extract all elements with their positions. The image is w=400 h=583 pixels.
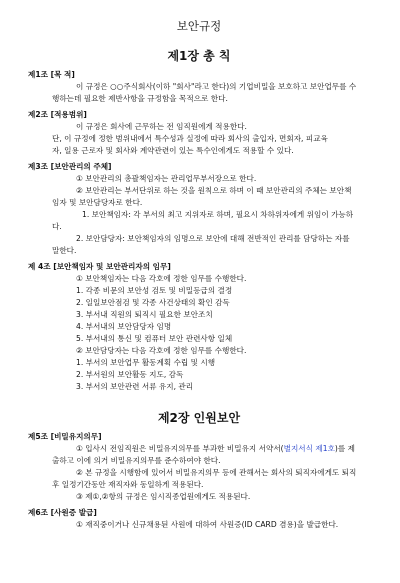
- article-3-line: 1. 보안책임자: 각 부서의 최고 지위자로 하며, 필요시 차하위자에게 위임이 가능하: [82, 210, 354, 219]
- article-2-line: 단, 이 규정에 정한 범위내에서 특수성과 실정에 따라 회사의 출입자, 면회자, 피교육: [52, 134, 328, 143]
- article-1-body: [28, 81, 370, 105]
- article-3-line: 말한다.: [52, 246, 77, 255]
- article-6-heading: 제6조 [사원증 발급]: [28, 508, 97, 517]
- article-5: [28, 431, 370, 503]
- chapter-1-title: 제1장 총 칙: [167, 49, 231, 63]
- article-4-heading: 제 4조 [보안책임자 및 보안관리자의 임무]: [28, 262, 171, 271]
- article-4-line: 5. 부서내의 통신 및 컴퓨터 보안 관련사항 일체: [76, 334, 233, 343]
- article-1-line: 행하는데 필요한 제반사항을 규정함을 목적으로 한다.: [52, 94, 228, 103]
- article-5-line: ② 본 규정을 시행함에 있어서 비밀유지의무 등에 관해서는 회사의 퇴직자에게도 퇴직: [76, 468, 357, 477]
- article-5-body: [28, 443, 370, 503]
- article-5-text: ① 입사시 전임직원은 비밀유지의무를 부과한 비밀유지 서약서(: [76, 444, 284, 453]
- article-4-line: 2. 부서원의 보안활동 지도, 감독: [76, 370, 184, 379]
- article-3-line: 다.: [52, 222, 62, 231]
- article-3-heading: 제3조 [보안관리의 주체]: [28, 162, 112, 171]
- article-2: [28, 109, 370, 157]
- article-3-line: ① 보안관리의 총괄책임자는 관리업무부서장으로 한다.: [76, 174, 257, 183]
- article-4-body: [28, 273, 370, 393]
- article-5-text: )를 제: [334, 444, 355, 453]
- article-4-line: 1. 각종 비문의 보안성 검토 및 비밀등급의 결정: [76, 286, 233, 295]
- article-5-line: ③ 제①,②항의 규정은 임시직종업원에게도 적용된다.: [76, 492, 251, 501]
- article-3-line: 2. 보안담당자: 보안책임자의 임명으로 보안에 대해 전반적인 관리를 담당하는 자를: [76, 234, 350, 243]
- article-5-line: [52, 443, 370, 455]
- article-2-line: 이 규정은 회사에 근무하는 전 임직원에게 적용한다.: [76, 122, 247, 131]
- article-4: [28, 261, 370, 393]
- article-4-line: ② 보안담당자는 다음 각호에 정한 임무를 수행한다.: [76, 346, 247, 355]
- article-1: [28, 69, 370, 105]
- article-4-line: 3. 부서의 보안관련 서류 유지, 관리: [76, 382, 194, 391]
- article-4-line: 1. 부서의 보안업무 활동계획 수립 및 시행: [76, 358, 216, 367]
- article-4-line: ① 보안책임자는 다음 각호에 정한 임무를 수행한다.: [76, 274, 247, 283]
- article-3: [28, 161, 370, 257]
- article-6: [28, 507, 370, 531]
- document-title: 보안규정: [176, 19, 222, 33]
- article-1-line: 이 규정은 ○○주식회사(이하 "회사"라고 한다)의 기업비밀을 보호하고 보안업무를 수: [76, 82, 357, 91]
- article-4-line: 2. 일일보안점검 및 각종 사건상태의 확인 감독: [76, 298, 230, 307]
- article-4-line: 4. 부서내의 보안담당자 임명: [76, 322, 172, 331]
- form-reference-link[interactable]: 별지서식 제1호: [283, 444, 335, 453]
- article-2-body: [28, 121, 370, 157]
- article-2-line: 자, 일용 근로자 및 회사와 계약관련이 있는 특수인에게도 적용할 수 있다.: [52, 146, 294, 155]
- article-3-body: [28, 173, 370, 257]
- article-5-heading: 제5조 [비밀유지의무]: [28, 432, 102, 441]
- chapter-2-title: 제2장 인원보안: [157, 411, 241, 425]
- article-1-heading: 제1조 [목 적]: [28, 70, 75, 79]
- article-3-line: 임자 및 보안담당자로 한다.: [52, 198, 143, 207]
- article-3-line: ② 보안관리는 부서단위로 하는 것을 원칙으로 하며 이 때 보안관리의 주체는 보안책: [76, 186, 352, 195]
- article-6-body: [28, 519, 370, 531]
- article-6-line: ① 재직중이거나 신규채용된 사원에 대하여 사원증(ID CARD 겸용)을 발급한다.: [76, 520, 339, 529]
- article-4-line: 3. 부서내 직원의 퇴직시 필요한 보안조치: [76, 310, 213, 319]
- article-5-line: 후 일정기간동안 재직자와 동일하게 적용된다.: [52, 480, 204, 489]
- article-2-heading: 제2조 [적용범위]: [28, 110, 87, 119]
- document-page: [0, 18, 400, 583]
- article-5-line: 출하고 이에 의거 비밀유지의무를 준수하여야 한다.: [52, 456, 221, 465]
